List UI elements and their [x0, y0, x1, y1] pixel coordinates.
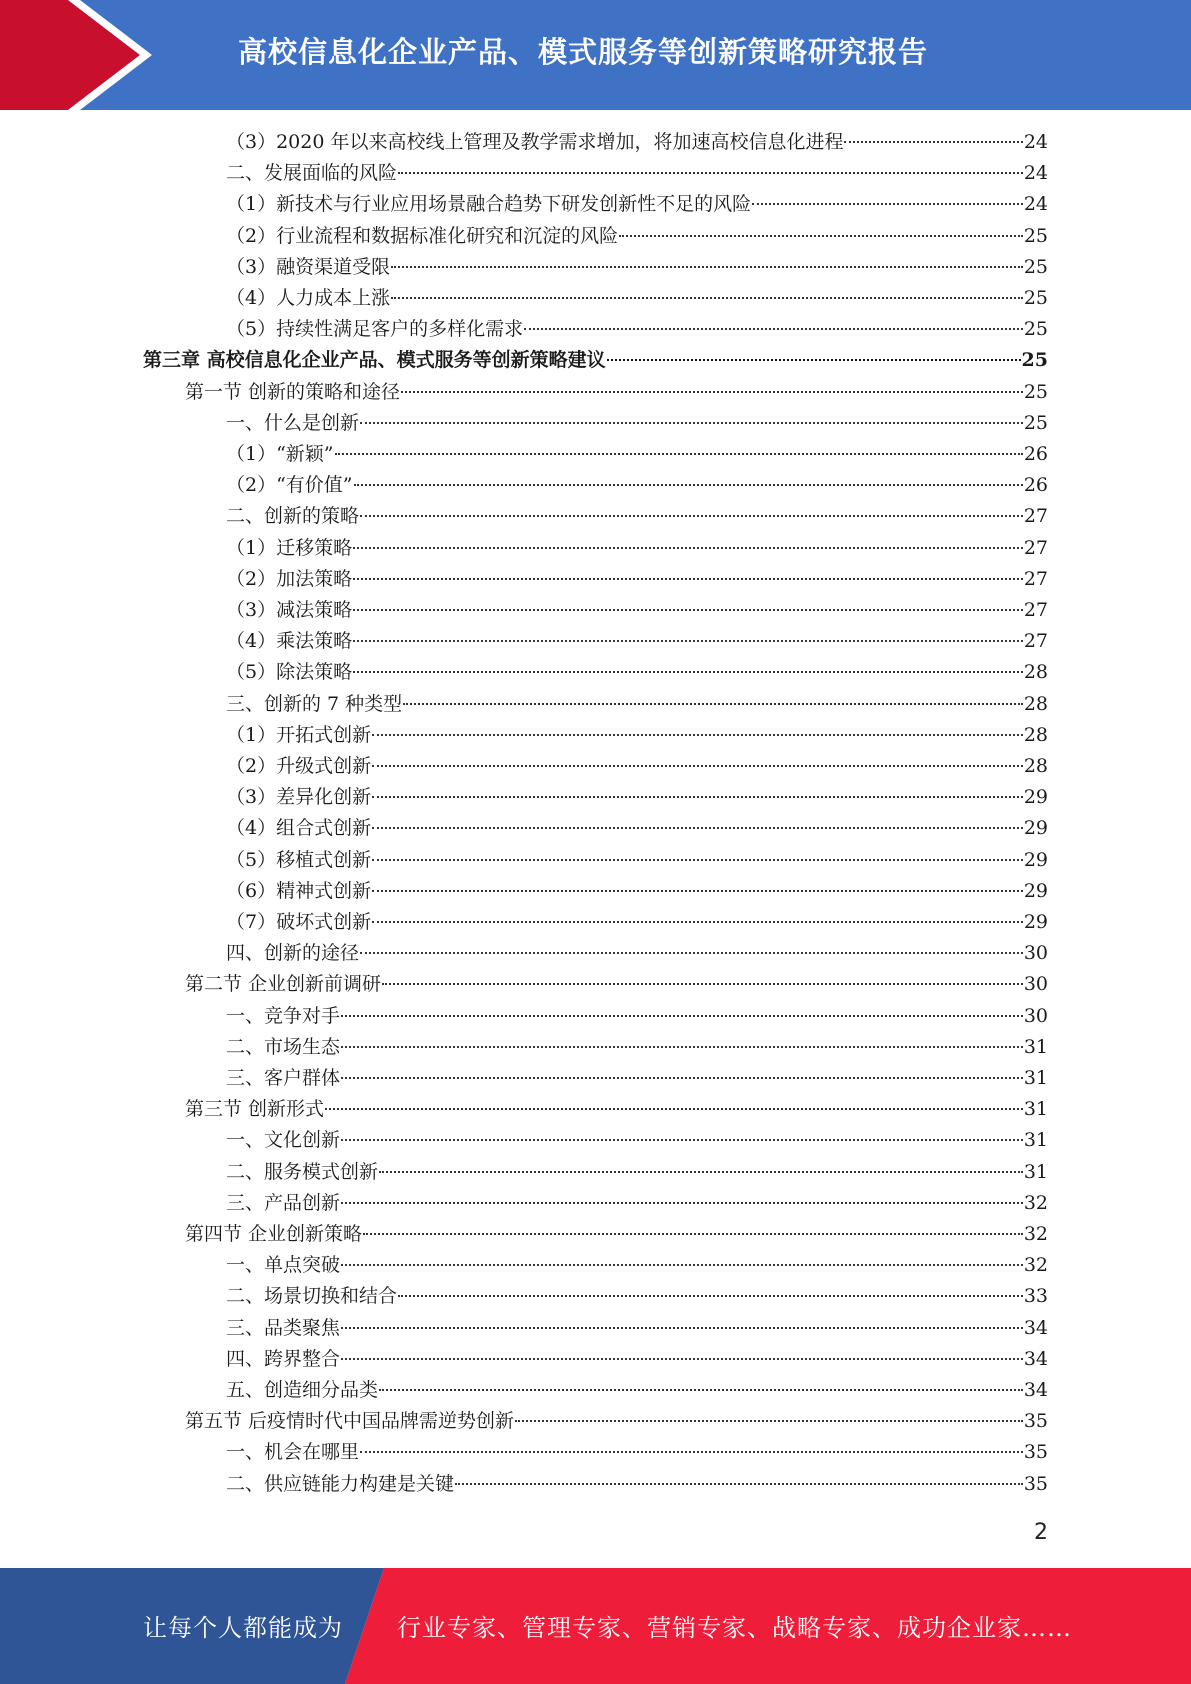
toc-dot-leader	[353, 609, 1023, 611]
toc-entry[interactable]	[226, 1001, 1048, 1032]
toc-entry[interactable]	[185, 969, 1048, 1000]
toc-entry-page: 27	[1023, 630, 1048, 653]
toc-dot-leader	[372, 765, 1023, 767]
toc-entry-title: 二、市场生态	[226, 1035, 341, 1058]
toc-dot-leader	[341, 1046, 1023, 1048]
toc-entry-title: 三、创新的 7 种类型	[226, 692, 403, 715]
toc-entry-title: （4）组合式创新	[226, 817, 372, 840]
toc-entry[interactable]	[226, 127, 1048, 158]
toc-entry[interactable]	[226, 408, 1048, 439]
toc-entry[interactable]	[226, 158, 1048, 189]
toc-dot-leader	[398, 1295, 1023, 1297]
toc-entry-title: 第三节 创新形式	[185, 1098, 325, 1121]
toc-entry[interactable]	[226, 1188, 1048, 1219]
toc-entry-page: 31	[1023, 1067, 1048, 1089]
toc-dot-leader	[372, 827, 1023, 829]
toc-entry-title: 五、创造细分品类	[226, 1379, 379, 1401]
toc-dot-leader	[379, 1171, 1023, 1173]
toc-entry-title: （5）持续性满足客户的多样化需求	[226, 318, 524, 341]
toc-entry-page: 30	[1023, 1004, 1048, 1027]
toc-dot-leader	[455, 1483, 1023, 1485]
toc-entry[interactable]	[226, 501, 1048, 532]
toc-entry-title: 三、品类聚焦	[226, 1316, 341, 1339]
toc-entry-title: （3）融资渠道受限	[226, 255, 391, 278]
toc-entry[interactable]	[226, 1063, 1048, 1094]
toc-entry-title: 三、产品创新	[226, 1191, 341, 1214]
toc-entry-page: 24	[1023, 193, 1048, 216]
toc-dot-leader	[372, 859, 1023, 861]
toc-dot-leader	[372, 921, 1023, 923]
toc-dot-leader	[515, 1420, 1023, 1422]
toc-entry-page: 25	[1023, 287, 1048, 309]
toc-dot-leader	[391, 297, 1023, 299]
toc-entry[interactable]	[226, 1344, 1048, 1375]
toc-entry-page: 25	[1023, 224, 1048, 247]
page-footer	[0, 1568, 1191, 1684]
toc-dot-leader	[607, 359, 1021, 361]
toc-entry-title: 二、场景切换和结合	[226, 1285, 398, 1308]
toc-entry[interactable]	[226, 1375, 1048, 1406]
toc-entry-page: 32	[1023, 1191, 1048, 1214]
page-number: 2	[1034, 1520, 1048, 1545]
toc-entry[interactable]	[226, 845, 1048, 876]
toc-entry[interactable]	[226, 1157, 1048, 1188]
toc-entry-title: 三、客户群体	[226, 1067, 341, 1089]
toc-dot-leader	[372, 734, 1023, 736]
toc-entry-page: 25	[1023, 255, 1048, 278]
toc-entry-title: 第一节 创新的策略和途径	[185, 380, 401, 403]
toc-entry[interactable]	[226, 689, 1048, 720]
toc-entry-title: 一、机会在哪里	[226, 1441, 360, 1464]
toc-entry-page: 31	[1023, 1098, 1048, 1121]
toc-dot-leader	[360, 515, 1023, 517]
toc-entry-page: 27	[1023, 505, 1048, 528]
toc-entry-title: （4）乘法策略	[226, 630, 353, 653]
toc-dot-leader	[360, 422, 1023, 424]
toc-entry[interactable]	[226, 782, 1048, 813]
toc-entry-title: 第三章 高校信息化企业产品、模式服务等创新策略建议	[143, 349, 606, 372]
report-title: 高校信息化企业产品、模式服务等创新策略研究报告	[238, 35, 929, 69]
toc-entry-page: 31	[1023, 1160, 1048, 1183]
toc-entry-title: 二、供应链能力构建是关键	[226, 1472, 455, 1495]
toc-entry[interactable]	[143, 345, 1048, 376]
toc-entry-page: 25	[1023, 318, 1048, 341]
toc-entry-page: 26	[1023, 443, 1048, 465]
toc-entry[interactable]	[226, 1250, 1048, 1281]
footer-slogan-right: 行业专家、管理专家、营销专家、战略专家、成功企业家……	[397, 1614, 1072, 1642]
toc-entry[interactable]	[226, 657, 1048, 688]
toc-dot-leader	[354, 484, 1023, 486]
toc-entry-title: （5）移植式创新	[226, 848, 372, 871]
toc-dot-leader	[403, 703, 1023, 705]
page-header	[0, 0, 1191, 110]
toc-dot-leader	[353, 547, 1023, 549]
toc-entry-title: 二、服务模式创新	[226, 1160, 379, 1183]
toc-dot-leader	[524, 328, 1023, 330]
toc-entry-title: （2）升级式创新	[226, 755, 372, 777]
toc-entry-title: （4）人力成本上涨	[226, 287, 391, 309]
toc-dot-leader	[401, 391, 1023, 393]
toc-entry-page: 30	[1023, 973, 1048, 996]
toc-entry-page: 33	[1023, 1285, 1048, 1308]
toc-entry-title: （2）“有价值”	[226, 474, 353, 497]
toc-dot-leader	[341, 1202, 1023, 1204]
toc-entry-title: 四、跨界整合	[226, 1347, 341, 1370]
toc-dot-leader	[353, 578, 1023, 580]
toc-entry-page: 25	[1021, 349, 1048, 372]
toc-entry[interactable]	[226, 1125, 1048, 1156]
toc-entry-page: 35	[1023, 1472, 1048, 1495]
toc-entry-page: 31	[1023, 1129, 1048, 1152]
toc-entry-title: 一、单点突破	[226, 1254, 341, 1277]
toc-entry-page: 24	[1023, 162, 1048, 185]
toc-entry-title: （3）减法策略	[226, 599, 353, 621]
toc-entry[interactable]	[226, 1469, 1048, 1500]
toc-dot-leader	[353, 640, 1023, 642]
toc-dot-leader	[391, 266, 1023, 268]
toc-entry[interactable]	[226, 564, 1048, 595]
toc-entry[interactable]	[226, 439, 1048, 470]
toc-entry-title: 二、创新的策略	[226, 505, 360, 528]
toc-entry[interactable]	[226, 876, 1048, 907]
toc-dot-leader	[379, 1389, 1023, 1391]
toc-entry-page: 28	[1023, 661, 1048, 684]
toc-entry-page: 28	[1023, 755, 1048, 777]
toc-entry-page: 28	[1023, 723, 1048, 746]
toc-entry-page: 25	[1023, 411, 1048, 434]
toc-entry-title: （1）新技术与行业应用场景融合趋势下研发创新性不足的风险	[226, 193, 752, 216]
toc-dot-leader	[398, 172, 1023, 174]
toc-entry[interactable]	[226, 470, 1048, 501]
toc-dot-leader	[341, 1139, 1023, 1141]
toc-entry-page: 34	[1023, 1316, 1048, 1339]
toc-entry-page: 35	[1023, 1410, 1048, 1433]
toc-entry-page: 28	[1023, 692, 1048, 715]
toc-entry[interactable]	[226, 1032, 1048, 1063]
toc-entry[interactable]	[226, 626, 1048, 657]
toc-entry-title: 第二节 企业创新前调研	[185, 973, 382, 996]
toc-entry[interactable]	[226, 907, 1048, 938]
toc-entry-page: 32	[1023, 1254, 1048, 1277]
toc-entry-page: 29	[1023, 911, 1048, 933]
toc-entry[interactable]	[226, 314, 1048, 345]
toc-entry-title: （1）开拓式创新	[226, 723, 372, 746]
toc-dot-leader	[372, 890, 1023, 892]
toc-entry[interactable]	[226, 533, 1048, 564]
toc-dot-leader	[341, 1077, 1023, 1079]
toc-dot-leader	[844, 141, 1022, 143]
toc-dot-leader	[341, 1358, 1023, 1360]
toc-entry-page: 25	[1023, 380, 1048, 403]
toc-entry-page: 27	[1023, 536, 1048, 559]
toc-entry-title: （2）加法策略	[226, 567, 353, 590]
toc-entry[interactable]	[226, 1281, 1048, 1312]
toc-entry-page: 34	[1023, 1347, 1048, 1370]
toc-entry[interactable]	[226, 720, 1048, 751]
toc-entry[interactable]	[226, 751, 1048, 782]
toc-entry-page: 27	[1023, 567, 1048, 590]
toc-entry-title: （1）“新颖”	[226, 443, 334, 465]
toc-entry-page: 29	[1023, 879, 1048, 902]
toc-dot-leader	[752, 203, 1023, 205]
toc-dot-leader	[341, 1327, 1023, 1329]
toc-entry-title: （2）行业流程和数据标准化研究和沉淀的风险	[226, 224, 619, 247]
toc-entry[interactable]	[226, 283, 1048, 314]
toc-entry[interactable]	[226, 252, 1048, 283]
toc-entry-title: 一、文化创新	[226, 1129, 341, 1152]
toc-entry[interactable]	[226, 595, 1048, 626]
toc-entry-title: 一、竞争对手	[226, 1004, 341, 1027]
toc-entry[interactable]	[226, 189, 1048, 220]
toc-entry-title: （7）破坏式创新	[226, 911, 372, 933]
toc-entry-page: 35	[1023, 1441, 1048, 1464]
toc-entry-page: 24	[1023, 131, 1048, 153]
footer-slogan-left: 让每个人都能成为	[143, 1614, 343, 1642]
toc-dot-leader	[382, 983, 1023, 985]
toc-entry-page: 32	[1023, 1223, 1048, 1245]
toc-dot-leader	[335, 453, 1023, 455]
toc-entry-title: （5）除法策略	[226, 661, 353, 684]
toc-entry[interactable]	[185, 1094, 1048, 1125]
toc-dot-leader	[325, 1108, 1023, 1110]
toc-dot-leader	[360, 1451, 1023, 1453]
toc-entry[interactable]	[185, 1406, 1048, 1437]
toc-entry-page: 27	[1023, 599, 1048, 621]
toc-entry-page: 29	[1023, 848, 1048, 871]
toc-entry-title: （1）迁移策略	[226, 536, 353, 559]
toc-entry[interactable]	[226, 1437, 1048, 1468]
toc-entry-title: 二、发展面临的风险	[226, 162, 398, 185]
toc-entry[interactable]	[226, 1313, 1048, 1344]
toc-entry[interactable]	[226, 938, 1048, 969]
toc-entry-page: 30	[1023, 942, 1048, 965]
toc-dot-leader	[360, 952, 1023, 954]
toc-entry-title: 一、什么是创新	[226, 411, 360, 434]
toc-entry-page: 34	[1023, 1379, 1048, 1401]
toc-entry[interactable]	[226, 813, 1048, 844]
toc-entry-page: 26	[1023, 474, 1048, 497]
toc-entry[interactable]	[226, 221, 1048, 252]
toc-entry-page: 31	[1023, 1035, 1048, 1058]
toc-dot-leader	[363, 1233, 1023, 1235]
toc-entry-title: （3）2020 年以来高校线上管理及教学需求增加，将加速高校信息化进程	[226, 131, 844, 153]
toc-dot-leader	[353, 671, 1023, 673]
toc-entry-page: 29	[1023, 817, 1048, 840]
toc-entry-title: （6）精神式创新	[226, 879, 372, 902]
toc-entry-page: 29	[1023, 786, 1048, 809]
toc-entry[interactable]	[185, 1219, 1048, 1250]
toc-dot-leader	[372, 796, 1023, 798]
toc-entry-title: （3）差异化创新	[226, 786, 372, 809]
toc-entry-title: 第四节 企业创新策略	[185, 1223, 363, 1245]
toc-dot-leader	[341, 1015, 1023, 1017]
toc-entry-title: 第五节 后疫情时代中国品牌需逆势创新	[185, 1410, 515, 1433]
toc-dot-leader	[619, 235, 1023, 237]
toc-dot-leader	[341, 1264, 1023, 1266]
toc-entry-title: 四、创新的途径	[226, 942, 360, 965]
toc-entry[interactable]	[185, 377, 1048, 408]
